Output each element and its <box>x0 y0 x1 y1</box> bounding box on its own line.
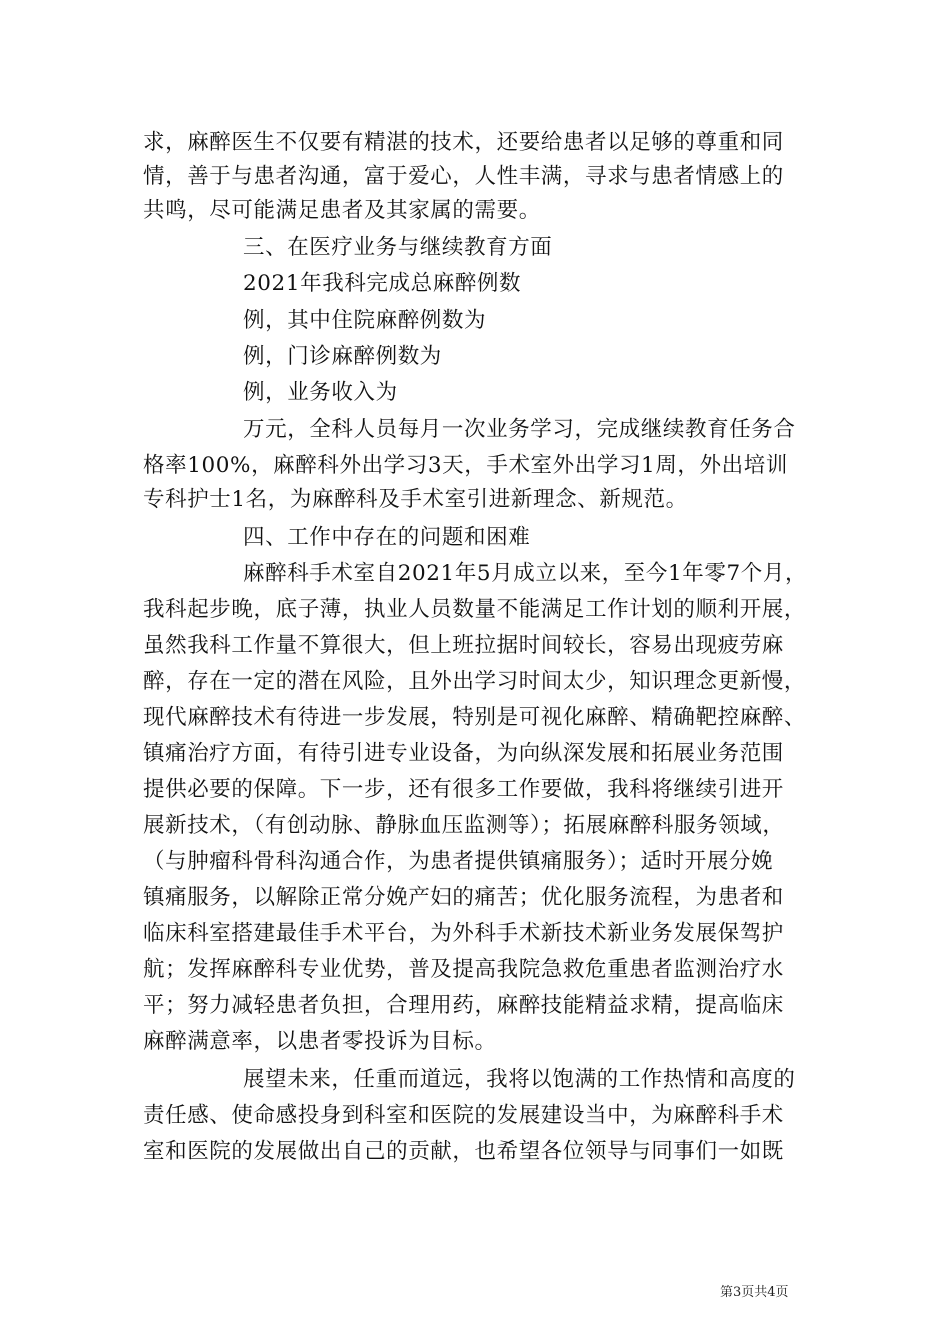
section-heading: 四、工作中存在的问题和困难 <box>243 525 531 550</box>
body-text-line: 格率100%，麻醉科外出学习3天，手术室外出学习1周，外出培训 <box>143 453 788 478</box>
body-text-line: 平；努力减轻患者负担，合理用药，麻醉技能精益求精，提高临床 <box>143 993 784 1018</box>
body-text-line: 求，麻醉医生不仅要有精湛的技术，还要给患者以足够的尊重和同 <box>143 130 784 155</box>
body-text-line: 航；发挥麻醉科专业优势，普及提高我院急救危重患者监测治疗水 <box>143 957 784 982</box>
body-text-line: 现代麻醉技术有待进一步发展，特别是可视化麻醉、精确靶控麻醉、 <box>143 705 807 730</box>
section-heading: 三、在医疗业务与继续教育方面 <box>243 235 553 260</box>
body-text-line: 例，其中住院麻醉例数为 <box>243 308 487 333</box>
page-number-footer: 第3页共4页 <box>720 1285 789 1300</box>
body-text-line: 专科护士1名，为麻醉科及手术室引进新理念、新规范。 <box>143 487 688 512</box>
body-text-line: 虽然我科工作量不算很大，但上班拉据时间较长，容易出现疲劳麻 <box>143 633 784 658</box>
body-text-line: 共鸣，尽可能满足患者及其家属的需要。 <box>143 198 541 223</box>
body-text-line: 提供必要的保障。下一步，还有很多工作要做，我科将继续引进开 <box>143 777 784 802</box>
body-text-line: 我科起步晚，底子薄，执业人员数量不能满足工作计划的顺利开展， <box>143 597 807 622</box>
body-text-line: 例，门诊麻醉例数为 <box>243 344 442 369</box>
body-text-line: 临床科室搭建最佳手术平台，为外科手术新技术新业务发展保驾护 <box>143 921 784 946</box>
body-text-line: 2021年我科完成总麻醉例数 <box>243 271 522 296</box>
body-text-line: 责任感、使命感投身到科室和医院的发展建设当中，为麻醉科手术 <box>143 1103 784 1128</box>
body-text-line: 镇痛治疗方面，有待引进专业设备，为向纵深发展和拓展业务范围 <box>143 741 784 766</box>
body-text-line: 展望未来，任重而道远，我将以饱满的工作热情和高度的 <box>243 1067 796 1092</box>
body-text-line: 室和医院的发展做出自己的贡献，也希望各位领导与同事们一如既 <box>143 1139 784 1164</box>
body-text-line: 展新技术，（有创动脉、静脉血压监测等）；拓展麻醉科服务领域， <box>143 813 785 838</box>
body-text-line: 麻醉满意率，以患者零投诉为目标。 <box>143 1029 497 1054</box>
body-text-line: 万元，全科人员每月一次业务学习，完成继续教育任务合 <box>243 417 796 442</box>
body-text-line: 例，业务收入为 <box>243 380 398 405</box>
body-text-line: 醉，存在一定的潜在风险，且外出学习时间太少，知识理念更新慢， <box>143 669 807 694</box>
body-text-line: （与肿瘤科骨科沟通合作，为患者提供镇痛服务）；适时开展分娩 <box>143 849 774 874</box>
body-text-line: 镇痛服务，以解除正常分娩产妇的痛苦；优化服务流程，为患者和 <box>143 885 784 910</box>
body-text-line: 情，善于与患者沟通，富于爱心，人性丰满，寻求与患者情感上的 <box>143 164 784 189</box>
body-text-line: 麻醉科手术室自2021年5月成立以来，至今1年零7个月， <box>243 561 808 586</box>
